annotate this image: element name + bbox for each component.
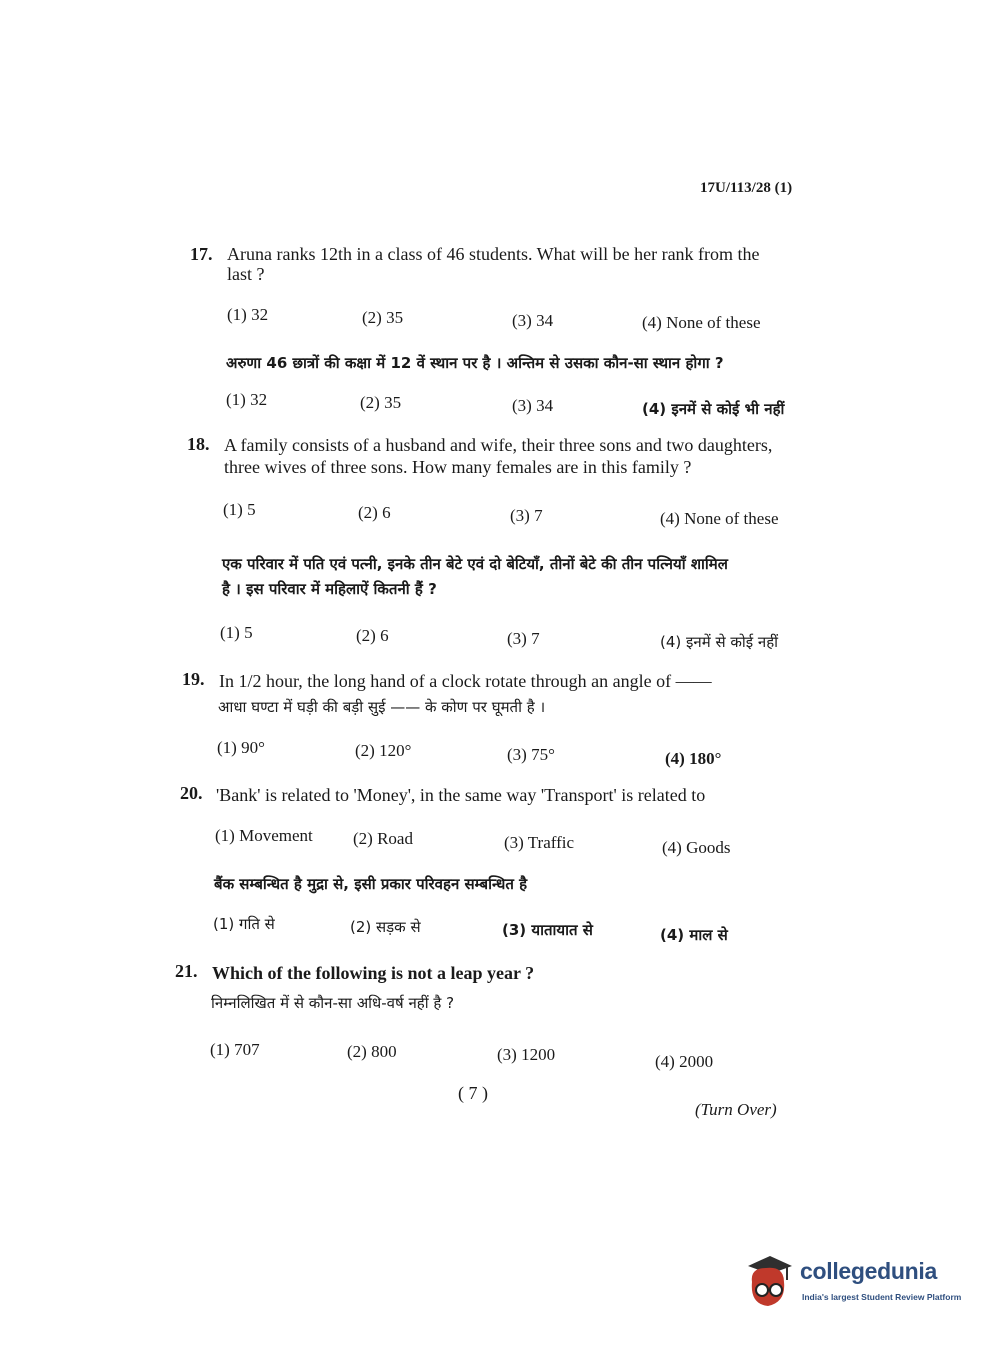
question-text-line1: A family consists of a husband and wife, their three sons and two daughters,: [224, 435, 773, 455]
hindi-text-line1: बैंक सम्बन्धित है मुद्रा से, इसी प्रकार परिवहन सम्बन्धित है: [214, 875, 528, 893]
option-1: (1) 5: [223, 500, 256, 519]
option-2: (2) 800: [347, 1042, 397, 1061]
option-3: (3) 1200: [497, 1045, 556, 1064]
option-2: (2) 35: [362, 308, 404, 327]
option-2: (2) 6: [358, 503, 391, 522]
question-text-line1: In 1/2 hour, the long hand of a clock rotate through an angle of ——: [219, 671, 712, 691]
paper-code: 17U/113/28 (1): [700, 180, 793, 196]
hindi-option-4: (4) इनमें से कोई भी नहीं: [642, 400, 785, 418]
option-2: (2) Road: [353, 829, 413, 848]
option-3: (3) 75°: [507, 745, 555, 764]
option-4: (4) None of these: [660, 509, 779, 528]
option-3: (3) 34: [512, 311, 554, 330]
hindi-option-3: (3) यातायात से: [502, 921, 593, 939]
hindi-option-2: (2) 35: [360, 393, 402, 412]
question-number: 17.: [190, 244, 213, 264]
question-number: 21.: [175, 961, 198, 981]
option-1: (1) Movement: [215, 826, 313, 845]
hindi-option-1: (1) गति से: [213, 915, 275, 933]
option-4: (4) 2000: [655, 1052, 714, 1071]
mascot-icon: [742, 1252, 798, 1312]
hindi-option-1: (1) 32: [226, 390, 268, 409]
hindi-text-line2: है । इस परिवार में महिलाऐं कितनी हैं ?: [222, 580, 437, 598]
hindi-text-line1: आधा घण्टा में घड़ी की बड़ी सुई —— के कोण पर घूमती है ।: [218, 698, 546, 716]
hindi-option-2: (2) सड़क से: [350, 918, 421, 936]
option-3: (3) 7: [510, 506, 543, 525]
option-3: (3) Traffic: [504, 833, 575, 852]
brand-tagline: India's largest Student Review Platform: [802, 1292, 962, 1302]
option-1: (1) 90°: [217, 738, 265, 757]
option-1: (1) 707: [210, 1040, 260, 1059]
option-4: (4) None of these: [642, 313, 761, 332]
hindi-option-4: (4) माल से: [660, 926, 728, 944]
hindi-text-line1: निम्नलिखित में से कौन-सा अधि-वर्ष नहीं है ?: [211, 994, 455, 1012]
hindi-text-line1: एक परिवार में पति एवं पत्नी, इनके तीन बेटे एवं दो बेटियाँ, तीनों बेटे की तीन पत्नियाँ शामिल: [222, 555, 728, 573]
turn-over-note: (Turn Over): [695, 1100, 777, 1119]
option-1: (1) 32: [227, 305, 269, 324]
page-number: ( 7 ): [458, 1083, 488, 1103]
question-text-line1: Aruna ranks 12th in a class of 46 students. What will be her rank from the: [227, 244, 760, 264]
option-4: (4) Goods: [662, 838, 731, 857]
collegedunia-watermark: [742, 1252, 972, 1314]
brand-name: collegedunia: [800, 1258, 937, 1284]
hindi-option-2: (2) 6: [356, 626, 389, 645]
question-text-line1: 'Bank' is related to 'Money', in the same way 'Transport' is related to: [216, 785, 706, 805]
hindi-option-1: (1) 5: [220, 623, 253, 642]
hindi-option-4: (4) इनमें से कोई नहीं: [660, 633, 779, 651]
hindi-text-line1: अरुणा 46 छात्रों की कक्षा में 12 वें स्थान पर है । अन्तिम से उसका कौन-सा स्थान होगा ?: [226, 354, 724, 372]
question-number: 19.: [182, 669, 205, 689]
hindi-option-3: (3) 7: [507, 629, 540, 648]
hindi-option-3: (3) 34: [512, 396, 554, 415]
question-text-line2: three wives of three sons. How many females are in this family ?: [224, 457, 692, 477]
question-text-line2: last ?: [227, 264, 265, 284]
question-text-line1: Which of the following is not a leap year ?: [212, 963, 535, 983]
option-2: (2) 120°: [355, 741, 412, 760]
option-4: (4) 180°: [665, 749, 722, 768]
question-number: 18.: [187, 434, 210, 454]
question-number: 20.: [180, 783, 203, 803]
